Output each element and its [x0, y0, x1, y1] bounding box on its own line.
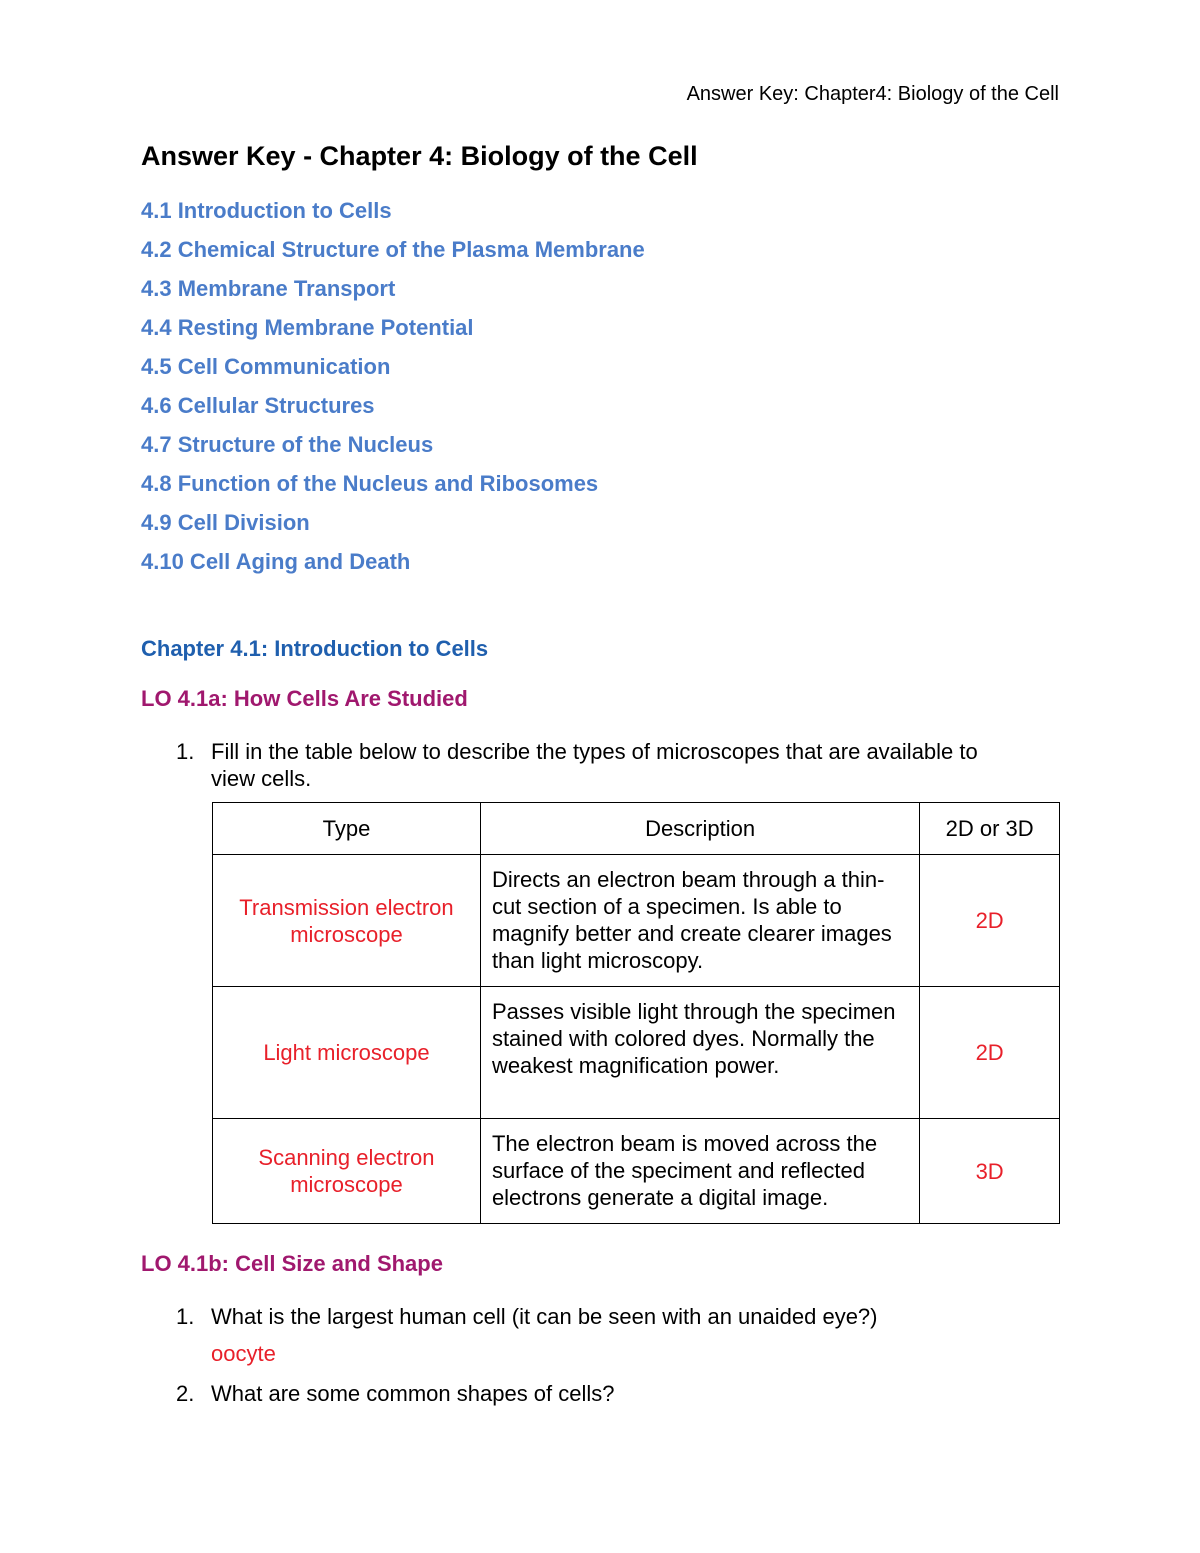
cell-dimension: 2D: [920, 855, 1060, 987]
cell-description: Passes visible light through the specimen stained with colored dyes. Normally the weakest magnification power.: [480, 987, 919, 1119]
cell-dimension: 3D: [920, 1119, 1060, 1224]
lo-heading-a: LO 4.1a: How Cells Are Studied: [141, 686, 468, 711]
chapter-heading: Chapter 4.1: Introduction to Cells: [141, 636, 489, 661]
question-number: 1.: [176, 739, 195, 764]
question-cell-shapes: [176, 1380, 1056, 1407]
table-of-contents: [141, 196, 645, 586]
question-text: What are some common shapes of cells?: [211, 1381, 615, 1406]
column-header-dimension: 2D or 3D: [920, 803, 1060, 855]
toc-item[interactable]: 4.9 Cell Division: [141, 510, 310, 535]
cell-description: Directs an electron beam through a thin-cut section of a specimen. Is able to magnify better and create clearer images than light microscopy.: [480, 855, 919, 987]
column-header-description: Description: [480, 803, 919, 855]
cell-dimension: 2D: [920, 987, 1060, 1119]
table-row: [213, 987, 1060, 1119]
toc-item[interactable]: 4.7 Structure of the Nucleus: [141, 432, 434, 457]
question-text: What is the largest human cell (it can be seen with an unaided eye?): [211, 1304, 878, 1329]
running-header: Answer Key: Chapter4: Biology of the Cell: [686, 83, 1059, 105]
cell-type: [213, 1119, 481, 1224]
cell-type-text: Scanning electron microscope: [258, 1145, 435, 1197]
cell-description: The electron beam is moved across the surface of the speciment and reflected electrons generate a digital image.: [480, 1119, 919, 1224]
toc-item[interactable]: 4.10 Cell Aging and Death: [141, 549, 411, 574]
page-title: Answer Key - Chapter 4: Biology of the Cell: [141, 141, 698, 171]
toc-item[interactable]: 4.4 Resting Membrane Potential: [141, 315, 474, 340]
cell-type: [213, 855, 481, 987]
question-number: 2.: [176, 1381, 195, 1406]
toc-item[interactable]: 4.5 Cell Communication: [141, 354, 391, 379]
toc-item[interactable]: 4.2 Chemical Structure of the Plasma Membrane: [141, 237, 645, 262]
question-microscope-table: [176, 738, 1056, 792]
toc-item[interactable]: 4.1 Introduction to Cells: [141, 198, 392, 223]
lo-heading-b: LO 4.1b: Cell Size and Shape: [141, 1251, 443, 1276]
table-row: [213, 855, 1060, 987]
answer-text: oocyte: [211, 1341, 276, 1366]
microscope-table: [212, 802, 1060, 1224]
question-largest-cell: [176, 1303, 1056, 1330]
cell-type: Light microscope: [213, 987, 481, 1119]
table-header-row: [213, 803, 1060, 855]
column-header-type: Type: [213, 803, 481, 855]
toc-item[interactable]: 4.8 Function of the Nucleus and Ribosomes: [141, 471, 599, 496]
toc-item[interactable]: 4.6 Cellular Structures: [141, 393, 375, 418]
question-number: 1.: [176, 1304, 195, 1329]
question-text-line1: Fill in the table below to describe the types of microscopes that are available to: [211, 739, 978, 764]
cell-type-text: Transmission electron microscope: [239, 894, 454, 947]
table-row: [213, 1119, 1060, 1224]
question-text-line2: view cells.: [211, 766, 312, 791]
toc-item[interactable]: 4.3 Membrane Transport: [141, 276, 396, 301]
